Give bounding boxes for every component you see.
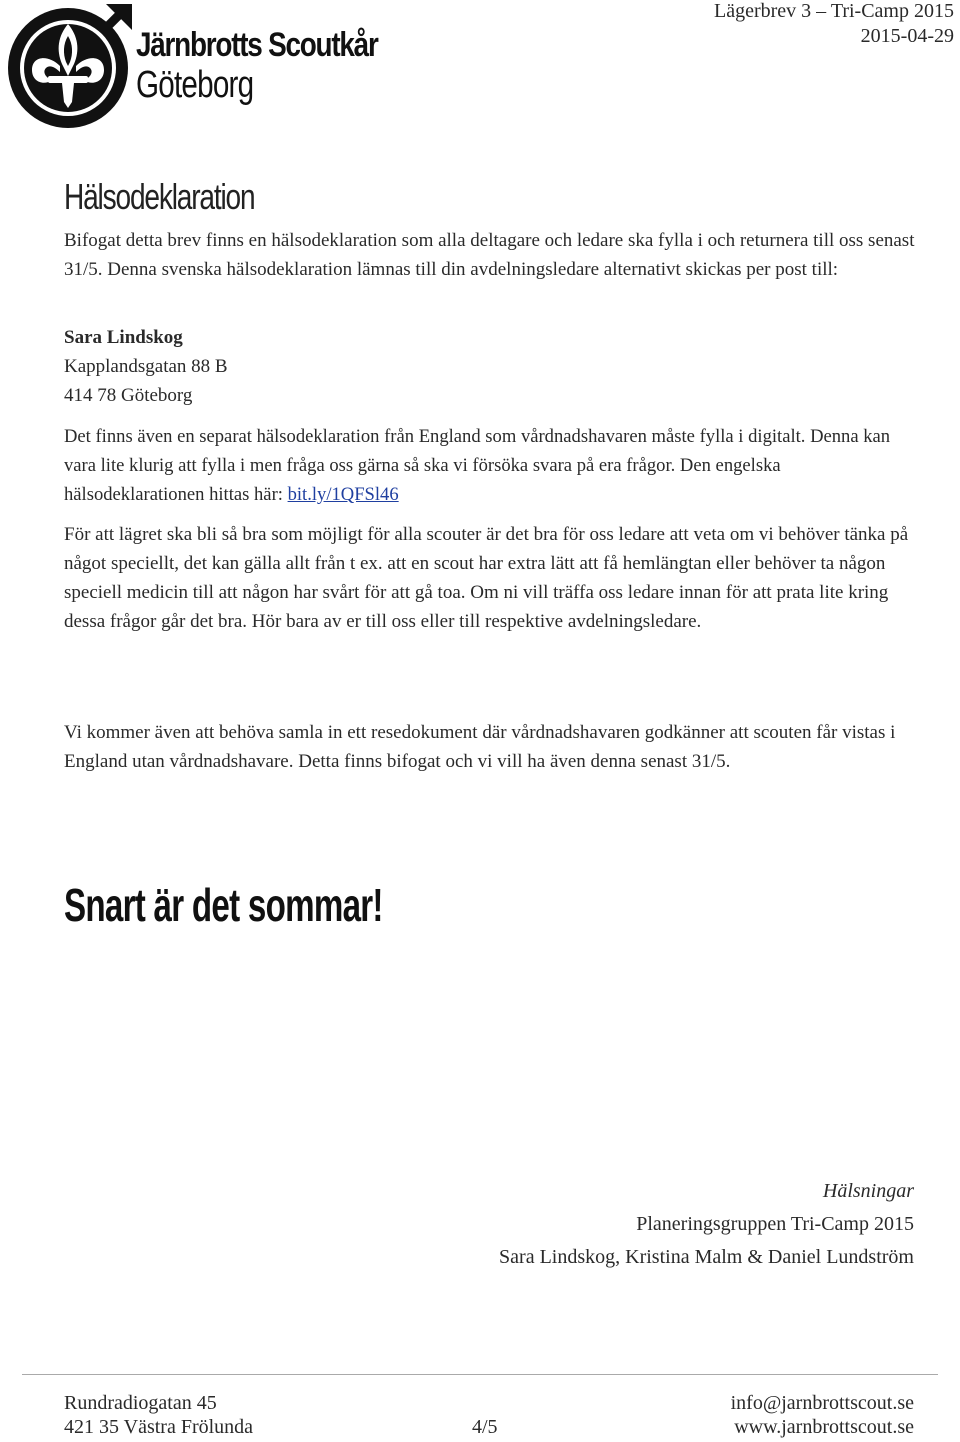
paragraph-special-needs: För att lägret ska bli så bra som möjligt för alla scouter är det bra för oss ledare att veta om vi behöver tänka på något speciellt, det kan gälla allt från t ex. att en scout har extra lätt att få hemlängtan eller behöver ta någon speciell medicin till att någon har svårt för att gå toa. Om ni vill träffa oss ledare innan för att prata lite kring dessa frågor går det bra. Hör bara av er till oss eller till respektive avdelningsledare. <box>64 524 909 632</box>
footer-email[interactable]: info@jarnbrottscout.se <box>730 1392 914 1414</box>
footer-street: Rundradiogatan 45 <box>64 1392 217 1414</box>
declaration-link[interactable]: bit.ly/1QFSl46 <box>287 484 399 505</box>
paragraph-england-text: Det finns även en separat hälsodeklaration från England som vårdnadshavaren måste fylla i digitalt. Denna kan vara lite klurig att fylla i men fråga oss gärna så ska vi försöka svara på era frågor. Den engelska hälsodeklarationen hittas här: <box>64 426 891 505</box>
organization-city: Göteborg <box>136 64 254 106</box>
signature-group: Planeringsgruppen Tri-Camp 2015 <box>636 1213 914 1235</box>
paragraph-england-declaration <box>64 422 924 509</box>
address-city: 414 78 Göteborg <box>64 385 193 406</box>
document-title: Lägerbrev 3 – Tri-Camp 2015 <box>714 0 954 22</box>
scout-logo <box>2 2 134 128</box>
closing-slogan: Snart är det sommar! <box>64 879 383 931</box>
signature-names: Sara Lindskog, Kristina Malm & Daniel Lundström <box>499 1246 914 1268</box>
paragraph-travel-document: Vi kommer även att behöva samla in ett resedokument där vårdnadshavaren godkänner att scouten får vistas i England utan vårdnadshavare. Detta finns bifogat och vi vill ha även denna senast 31/5. <box>64 722 896 772</box>
paragraph-health-declaration: Bifogat detta brev finns en hälsodeklaration som alla deltagare och ledare ska fylla i och returnera till oss senast 31/5. Denna svenska hälsodeklaration lämnas till din avdelningsledare alternativt skickas per post till: <box>64 230 915 280</box>
signature-greeting: Hälsningar <box>822 1180 914 1202</box>
footer-divider <box>22 1374 938 1375</box>
address-name: Sara Lindskog <box>64 327 183 348</box>
section-heading: Hälsodeklaration <box>64 176 255 217</box>
document-date: 2015-04-29 <box>860 25 954 47</box>
address-street: Kapplandsgatan 88 B <box>64 356 228 377</box>
page-number: 4/5 <box>472 1416 498 1438</box>
organization-name: Järnbrotts Scoutkår <box>136 26 378 64</box>
footer-city: 421 35 Västra Frölunda <box>64 1416 254 1438</box>
footer-website[interactable]: www.jarnbrottscout.se <box>734 1416 914 1438</box>
